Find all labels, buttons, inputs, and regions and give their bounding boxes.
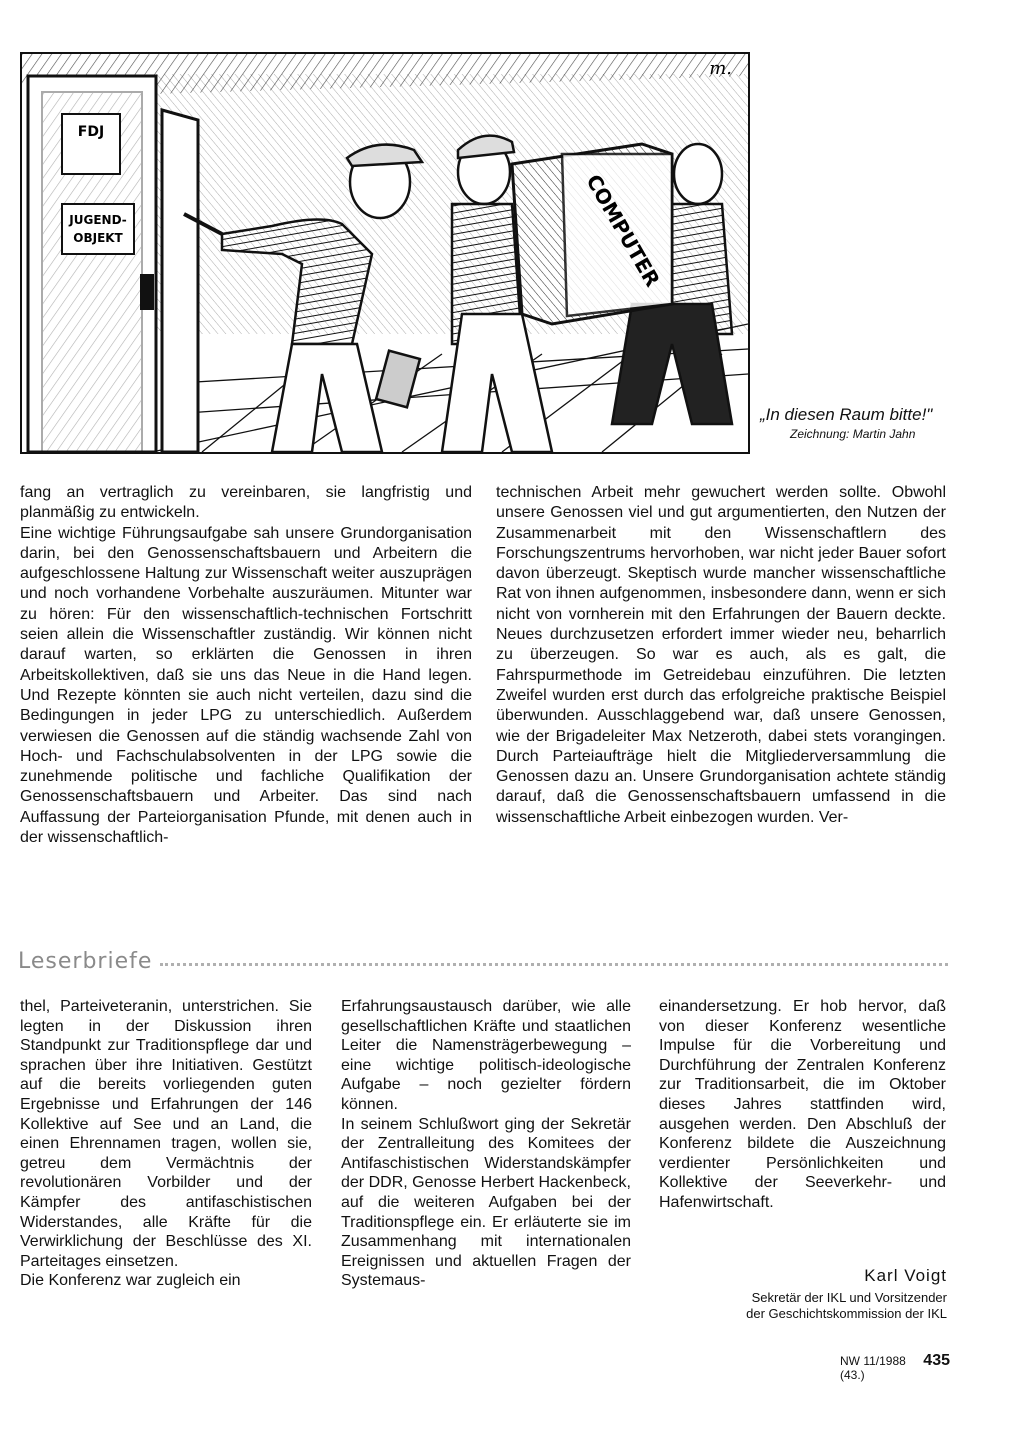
door-handle	[140, 274, 154, 310]
issue-label: NW 11/1988 (43.)	[840, 1354, 906, 1382]
letter-paragraph: In seinem Schlußwort ging der Sekretär der Zentralleitung des Komitees der Antifaschistischen Widerstandskämpfer der DDR, Genosse Herbert Hackenbeck, auf die weiteren Aufgaben bei der Traditionspflege ein. Er erläuterte sie im Zusammenhang mit internationalen Ereignissen und aktuellen Fragen der Systemaus-	[341, 1115, 631, 1290]
article-column-right	[496, 483, 946, 828]
door	[28, 76, 198, 452]
letter-column-1	[20, 997, 312, 1291]
computer-box	[512, 144, 672, 324]
section-title: Leserbriefe	[18, 948, 153, 974]
door-sign-fdj: FDJ	[77, 124, 105, 140]
box-label: COMPUTER	[581, 170, 665, 291]
fdj-emblem	[62, 114, 120, 174]
letter-signature	[660, 1266, 947, 1322]
door-sign-jugend: JUGEND-	[69, 213, 127, 227]
section-rule	[160, 963, 948, 966]
letter-paragraph: thel, Parteiveteranin, unterstrichen. Sie legten in der Diskussion ihren Standpunkt zur Traditionspflege dar und sprachen über ihre Initiativen. Gestützt auf die bereits vorliegenden guten Ergebnisse und Erfahrungen der 146 Kollektive auf See und an Land, die einen Ehrennamen tragen, wollen sie, getreu dem Vermächtnis der revolutionären Vorbilder und der Kämpfer des antifaschistischen Widerstandes, alle Kräfte für die Verwirklichung der Beschlüsse des XI. Parteitages einsetzen.	[20, 998, 312, 1270]
article-paragraph: technischen Arbeit mehr gewuchert werden sollte. Obwohl unsere Genossen viel und gut argumentierten, den Nutzen der Zusammenarbeit mit den Wissenschaftlern des Forschungszentrums hervorhoben, war nicht jeder Bauer sofort davon überzeugt. Skeptisch wurde mancher wissenschaftliche Rat von ihnen aufgenommen, insbesondere dann, wenn er sich nicht von vornherein mit den Erfahrungen der Bauern deckte. Neues durchzusetzen erfordert immer wieder neu, beharrlich zu überzeugen. So war es auch, als es galt, die Fahrspurmethode im Getreidebau einzuführen. Die letzten Zweifel wurden erst durch das erfolgreiche praktische Beispiel überwunden. Ausschlaggebend war, daß unsere Genossen, wie der Brigadeleiter Max Netzeroth, dabei stets vorangingen. Durch Parteiaufträge hielt die Mitgliederversammlung die Genossen dazu an. Unsere Grundorganisation achtete ständig darauf, daß die Genossenschaftsbauern umfassend in die wissenschaftliche Arbeit einbezogen wurden. Ver-	[496, 484, 946, 826]
signature-role-line-2: der Geschichtskommission der IKL	[746, 1306, 947, 1321]
section-header	[18, 947, 948, 975]
page-footer	[840, 1352, 950, 1382]
caption-credit: Zeichnung: Martin Jahn	[790, 427, 916, 441]
letter-column-3	[659, 997, 946, 1213]
signature-name: Karl Voigt	[864, 1266, 947, 1285]
door-sign-objekt: OBJEKT	[73, 231, 123, 245]
cartoon-illustration	[20, 52, 750, 454]
letter-paragraph: einandersetzung. Er hob hervor, daß von dieser Konferenz wesentliche Impulse für die Vorbereitung und Durchführung der Zentralen Konferenz zur Traditionsarbeit, die im Oktober dieses Jahres stattfinden wird, ausgehen werden. Den Abschluß der Konferenz bildete die Auszeichnung verdienter Persönlichkeiten und Kollektive der Seeverkehr- und Hafenwirtschaft.	[659, 998, 946, 1211]
artist-mark: m.	[709, 58, 732, 79]
article-column-left	[20, 483, 472, 848]
signature-role-line-1: Sekretär der IKL und Vorsitzender	[751, 1290, 947, 1305]
cartoon-caption	[760, 404, 960, 441]
letter-paragraph: Erfahrungsaustausch darüber, wie alle gesellschaftlichen Kräfte und staatlichen Leiter die Namensträgerbewegung – eine wichtige politisch-ideologische Aufgabe – noch gezielter fördern können.	[341, 998, 631, 1113]
article-paragraph: fang an vertraglich zu vereinbaren, sie langfristig und planmäßig zu entwickeln.	[20, 484, 472, 522]
letter-paragraph: Die Konferenz war zugleich ein	[20, 1272, 241, 1290]
cartoon-drawing	[22, 54, 748, 452]
caption-quote: „In diesen Raum bitte!"	[760, 405, 933, 424]
letter-column-2	[341, 997, 631, 1291]
page-number: 435	[923, 1352, 950, 1369]
article-paragraph: Eine wichtige Führungsaufgabe sah unsere Grundorganisation darin, bei den Genossenschaftsbauern und Arbeitern die aufgeschlossene Haltung zur Wissenschaft weiter auszuprägen und noch vorhandene Vorbehalte auszuräumen. Mitunter war zu hören: Für den wissenschaftlich-technischen Fortschritt seien allein die Wissenschaftler zuständig. Wir können nicht darauf warten, so erklärten die Genossen in ihren Arbeitskollektiven, daß sie uns das Neue in die Hand legen. Und Rezepte könnten sie auch nicht verteilen, dazu sind die Bedingungen in jeder LPG zu unterschiedlich. Außerdem verwiesen die Genossen auf die ständig wachsende Zahl von Hoch- und Fachschulabsolventen in der LPG sowie die zunehmende politische und fachliche Qualifikation der Genossenschaftsbauern und Arbeiter. Das sind nach Auffassung der Parteiorganisation Pfunde, mit denen auch in der wissenschaftlich-	[20, 524, 472, 847]
